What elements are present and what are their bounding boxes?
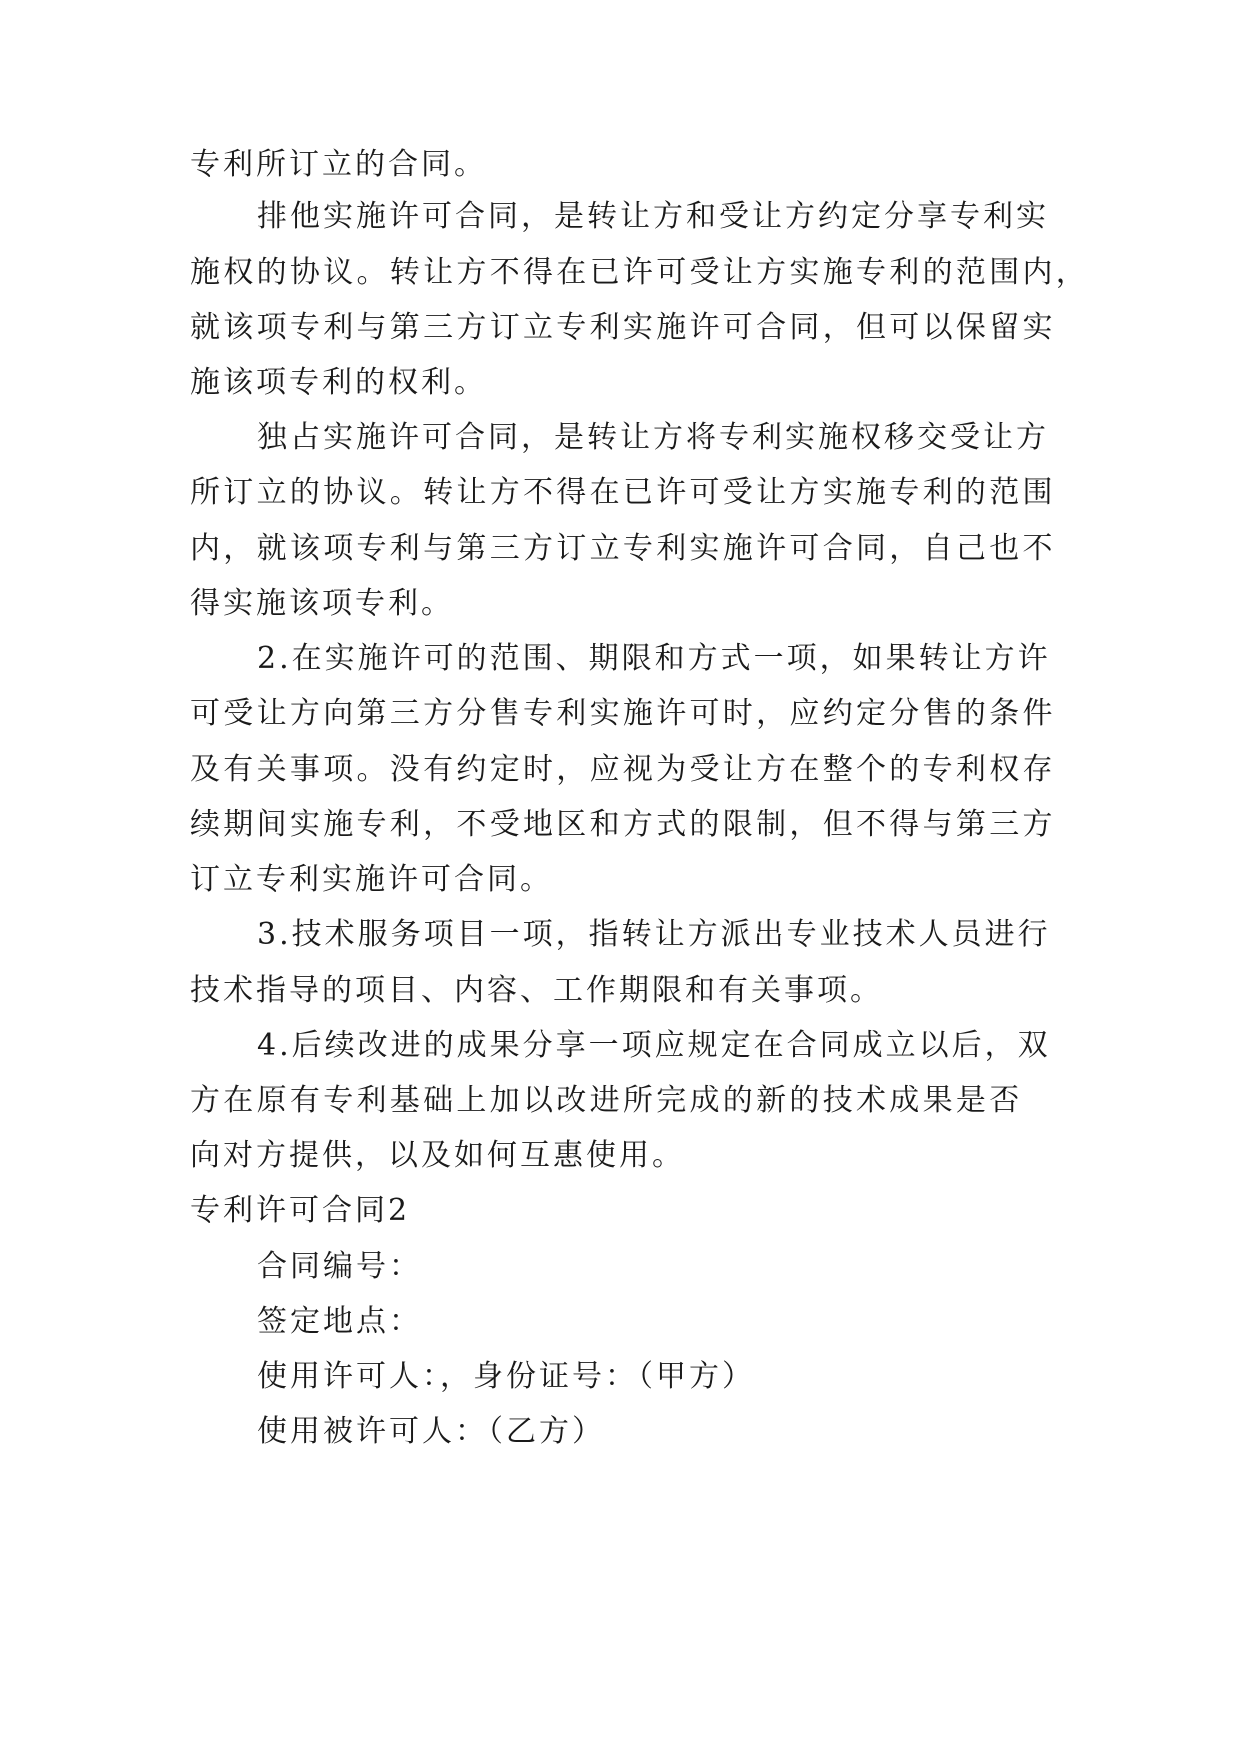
text-line: 独占实施许可合同，是转让方将专利实施权移交受让方 [257, 420, 1049, 455]
text-line: 就该项专利与第三方订立专利实施许可合同，但可以保留实 [190, 310, 1056, 345]
licensor-field: 使用许可人：，身份证号：（甲方） [257, 1359, 755, 1394]
licensee-field: 使用被许可人：（乙方） [257, 1414, 605, 1449]
text-line: 3.技术服务项目一项，指转让方派出专业技术人员进行 [257, 917, 1051, 952]
text-line: 施该项专利的权利。 [190, 365, 487, 400]
text-line: 及有关事项。没有约定时，应视为受让方在整个的专利权存 [190, 752, 1056, 787]
text-line: 技术指导的项目、内容、工作期限和有关事项。 [190, 973, 883, 1008]
text-line: 内，就该项专利与第三方订立专利实施许可合同，自己也不 [190, 531, 1056, 566]
section-heading: 专利许可合同2 [190, 1193, 411, 1228]
text-line: 可受让方向第三方分售专利实施许可时，应约定分售的条件 [190, 696, 1056, 731]
text-line: 向对方提供，以及如何互惠使用。 [190, 1138, 685, 1173]
text-line: 专利所订立的合同。 [190, 147, 487, 182]
text-line: 2.在实施许可的范围、期限和方式一项，如果转让方许 [257, 641, 1051, 676]
text-line: 续期间实施专利，不受地区和方式的限制，但不得与第三方 [190, 807, 1056, 842]
text-line: 排他实施许可合同，是转让方和受让方约定分享专利实 [257, 199, 1049, 234]
text-line: 订立专利实施许可合同。 [190, 862, 553, 897]
text-line: 得实施该项专利。 [190, 586, 454, 621]
text-line: 施权的协议。转让方不得在已许可受让方实施专利的范围内， [190, 255, 1090, 290]
signing-location-field: 签定地点： [257, 1304, 422, 1339]
text-line: 所订立的协议。转让方不得在已许可受让方实施专利的范围 [190, 475, 1056, 510]
text-line: 方在原有专利基础上加以改进所完成的新的技术成果是否 [190, 1083, 1023, 1118]
text-line: 4.后续改进的成果分享一项应规定在合同成立以后，双 [257, 1028, 1051, 1063]
contract-number-field: 合同编号： [257, 1249, 422, 1284]
